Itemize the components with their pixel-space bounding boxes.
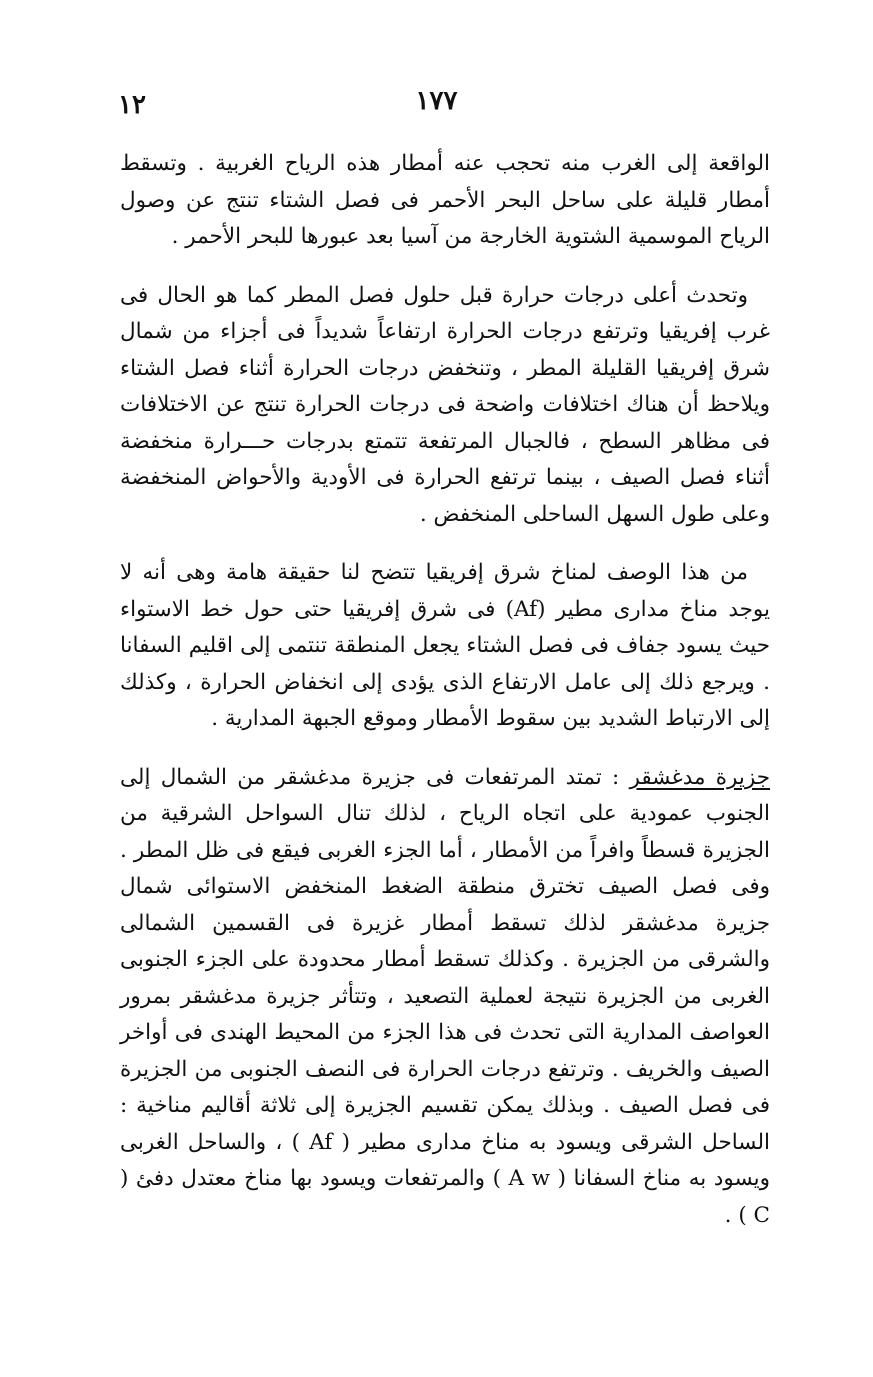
paragraph-2: وتحدث أعلى درجات حرارة قبل حلول فصل المطر كما هو الحال فى غرب إفريقيا وترتفع درجات الحرارة ارتفاعاً شديداً فى أجزاء من شمال شرق إفريقيا القليلة المطر ، وتنخفض درجات الحرارة أثناء فصل الشتاء ويلاحظ أن هناك اختلافات واضحة فى درجات الحرارة تنتج عن الاختلافات فى مظاهر السطح ، فالجبال المرتفعة تتمتع بدرجات حـــرارة منخفضة أثناء فصل الصيف ، بينما ترتفع الحرارة فى الأودية والأحواض المنخفضة وعلى طول السهل الساحلى المنخفض . [120, 282, 770, 527]
paragraph-3: من هذا الوصف لمناخ شرق إفريقيا تتضح لنا حقيقة هامة وهى أنه لا يوجد مناخ مدارى مطير (Af) فى شرق إفريقيا حتى حول خط الاستواء حيث يسود جفاف فى فصل الشتاء يجعل المنطقة تنتمى إلى اقليم السفانا . ويرجع ذلك إلى عامل الارتفاع الذى يؤدى إلى انخفاض الحرارة ، وكذلك إلى الارتباط الشديد بين سقوط الأمطار وموقع الجبهة المدارية . [120, 560, 770, 731]
paragraph-4 [120, 760, 770, 1235]
paragraph-4-text: : تمتد المرتفعات فى جزيرة مدغشقر من الشمال إلى الجنوب عمودية على اتجاه الرياح ، لذلك تنال السواحل الشرقية من الجزيرة قسطاً وافراً من الأمطار ، أما الجزء الغربى فيقع فى ظل المطر . وفى فصل الصيف تخترق منطقة الضغط المنخفض الاستوائى شمال جزيرة مدغشقر لذلك تسقط أمطار غزيرة فى القسمين الشمالى والشرقى من الجزيرة . وكذلك تسقط أمطار محدودة على الجزء الجنوبى الغربى من الجزيرة نتيجة لعملية التصعيد ، وتتأثر جزيرة مدغشقر بمرور العواصف المدارية التى تحدث فى هذا الجزء من المحيط الهندى فى أواخر الصيف والخريف . وترتفع درجات الحرارة فى النصف الجنوبى من الجزيرة فى فصل الصيف . وبذلك يمكن تقسيم الجزيرة إلى ثلاثة أقاليم مناخية : الساحل الشرقى ويسود به مناخ مدارى مطير ( Af ) ، والساحل الغربى ويسود به مناخ السفانا ( A w ) والمرتفعات ويسود بها مناخ معتدل دفئ ( C ) . [120, 764, 770, 1228]
paragraph-1: الواقعة إلى الغرب منه تحجب عنه أمطار هذه الرياح الغربية . وتسقط أمطار قليلة على ساحل البحر الأحمر فى فصل الشتاء تنتج عن وصول الرياح الموسمية الشتوية الخارجة من آسيا بعد عبورها للبحر الأحمر . [120, 151, 770, 249]
corner-number: ١٢ [118, 90, 146, 120]
page-number: ١٧٧ [415, 86, 458, 116]
body-text [120, 146, 770, 1234]
section-heading: جزيرة مدغشقر [629, 764, 771, 790]
